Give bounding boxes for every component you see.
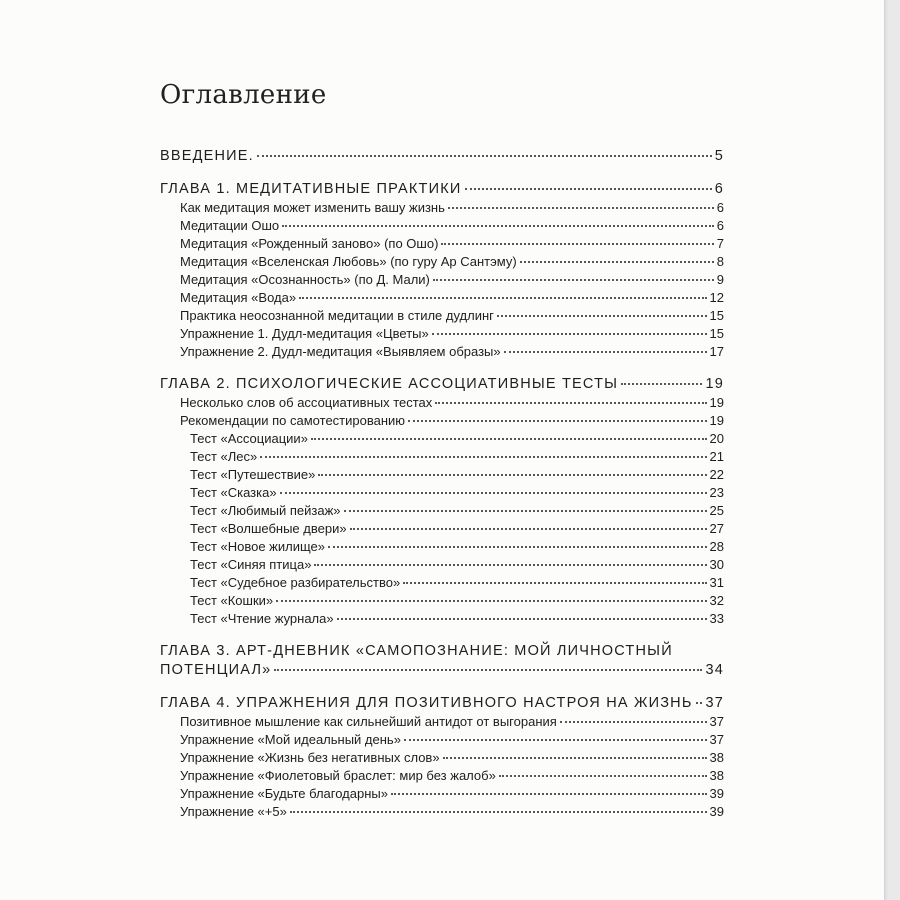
toc-entry-label: Упражнение 2. Дудл-медитация «Выявляем образы» bbox=[180, 344, 501, 359]
toc-subentry bbox=[160, 271, 724, 289]
toc-leader-dots bbox=[350, 528, 707, 530]
toc-entry-label: ГЛАВА 1. МЕДИТАТИВНЫЕ ПРАКТИКИ bbox=[160, 181, 462, 197]
toc-entry-label: Упражнение 1. Дудл-медитация «Цветы» bbox=[180, 326, 429, 341]
toc-entry-label: Тест «Ассоциации» bbox=[190, 431, 308, 446]
toc-page-number: 7 bbox=[716, 236, 724, 251]
toc-chapter-heading-line-1: ГЛАВА 3. АРТ-ДНЕВНИК «САМОПОЗНАНИЕ: МОЙ ЛИЧНОСТНЫЙ bbox=[160, 643, 673, 659]
toc-entry-intro bbox=[160, 147, 724, 166]
toc-leader-dots bbox=[432, 333, 707, 335]
toc-page-number: 38 bbox=[709, 750, 724, 765]
toc-page-number: 23 bbox=[709, 485, 724, 500]
toc-leader-dots bbox=[443, 757, 707, 759]
toc-page-number: 39 bbox=[709, 804, 724, 819]
toc-chapter-heading bbox=[160, 694, 724, 713]
toc-entry-label: Упражнение «Фиолетовый браслет: мир без жалоб» bbox=[180, 768, 496, 783]
toc-section-chapter-2 bbox=[160, 375, 724, 628]
toc-leader-dots bbox=[282, 225, 714, 227]
toc-entry-label: Медитация «Рожденный заново» (по Ошо) bbox=[180, 236, 439, 251]
toc-leader-dots bbox=[504, 351, 707, 353]
toc-subentry bbox=[160, 307, 724, 325]
toc-entry-label: Тест «Синяя птица» bbox=[190, 557, 312, 572]
toc-entry-label: ГЛАВА 4. УПРАЖНЕНИЯ ДЛЯ ПОЗИТИВНОГО НАСТРОЯ НА ЖИЗНЬ bbox=[160, 695, 693, 711]
toc-page-number: 37 bbox=[709, 714, 724, 729]
toc-page-number: 34 bbox=[705, 662, 724, 678]
toc-section-intro bbox=[160, 147, 724, 166]
toc-page-number: 27 bbox=[709, 521, 724, 536]
toc-entry-label: Тест «Чтение журнала» bbox=[190, 611, 334, 626]
toc-section-chapter-1 bbox=[160, 180, 724, 361]
toc-subentry bbox=[160, 412, 724, 430]
toc-subentry bbox=[160, 199, 724, 217]
toc-leader-dots bbox=[435, 402, 706, 404]
toc-leader-dots bbox=[290, 811, 707, 813]
toc-page-number: 12 bbox=[709, 290, 724, 305]
toc-entry-label: ГЛАВА 2. ПСИХОЛОГИЧЕСКИЕ АССОЦИАТИВНЫЕ ТЕСТЫ bbox=[160, 376, 619, 392]
toc-entry-label: Упражнение «Мой идеальный день» bbox=[180, 732, 401, 747]
toc-page-number: 17 bbox=[709, 344, 724, 359]
toc-entry-label: Медитация «Вселенская Любовь» (по гуру Ар Сантэму) bbox=[180, 254, 517, 269]
toc-entry-label: Тест «Волшебные двери» bbox=[190, 521, 347, 536]
toc-section-chapter-4 bbox=[160, 694, 724, 821]
toc-subentry bbox=[160, 803, 724, 821]
toc-chapter-heading bbox=[160, 180, 724, 199]
toc-leader-dots bbox=[404, 739, 707, 741]
toc-leader-dots bbox=[257, 155, 712, 157]
toc-leader-dots bbox=[318, 474, 706, 476]
toc-page-number: 20 bbox=[709, 431, 724, 446]
toc-leader-dots bbox=[433, 279, 714, 281]
toc-page-number: 33 bbox=[709, 611, 724, 626]
toc-entry-label: Рекомендации по самотестированию bbox=[180, 413, 406, 428]
toc-subentry bbox=[160, 343, 724, 361]
toc-subentry bbox=[160, 217, 724, 235]
toc-entry-label: Тест «Любимый пейзаж» bbox=[190, 503, 341, 518]
toc-page-number: 37 bbox=[709, 732, 724, 747]
toc-subentry bbox=[160, 767, 724, 785]
toc-subentry bbox=[160, 502, 724, 520]
toc-subentry bbox=[160, 731, 724, 749]
toc-page-number: 25 bbox=[709, 503, 724, 518]
toc-leader-dots bbox=[260, 456, 706, 458]
toc-chapter-heading bbox=[160, 661, 724, 680]
toc-subentry bbox=[160, 484, 724, 502]
toc-subentry bbox=[160, 610, 724, 628]
toc-page-number: 15 bbox=[709, 308, 724, 323]
toc-subentry bbox=[160, 556, 724, 574]
toc-entry-label: Упражнение «Жизнь без негативных слов» bbox=[180, 750, 440, 765]
toc-entry-label: Медитации Ошо bbox=[180, 218, 280, 233]
toc-page-number: 38 bbox=[709, 768, 724, 783]
toc-leader-dots bbox=[448, 207, 714, 209]
toc-page-number: 28 bbox=[709, 539, 724, 554]
toc-subentry bbox=[160, 538, 724, 556]
toc-leader-dots bbox=[621, 383, 702, 385]
toc-subentry bbox=[160, 448, 724, 466]
toc-page-number: 22 bbox=[709, 467, 724, 482]
toc-subentry bbox=[160, 430, 724, 448]
toc-entry-label: Тест «Путешествие» bbox=[190, 467, 316, 482]
toc-entry-label: Тест «Новое жилище» bbox=[190, 539, 326, 554]
toc-page-number: 37 bbox=[705, 695, 724, 711]
toc-page-number: 5 bbox=[714, 148, 724, 164]
toc-page-number: 39 bbox=[709, 786, 724, 801]
toc-subentry bbox=[160, 289, 724, 307]
toc-page-number: 19 bbox=[705, 376, 724, 392]
toc-page-number: 19 bbox=[709, 413, 724, 428]
toc-leader-dots bbox=[328, 546, 707, 548]
toc-leader-dots bbox=[314, 564, 706, 566]
toc-subentry bbox=[160, 466, 724, 484]
toc-entry-label: Тест «Кошки» bbox=[190, 593, 274, 608]
toc-leader-dots bbox=[465, 188, 712, 190]
toc-entry-label: Позитивное мышление как сильнейший антидот от выгорания bbox=[180, 714, 557, 729]
toc-subentry bbox=[160, 713, 724, 731]
toc-leader-dots bbox=[337, 618, 707, 620]
toc-page-number: 19 bbox=[709, 395, 724, 410]
toc-entry-label: Медитация «Осознанность» (по Д. Мали) bbox=[180, 272, 430, 287]
toc-chapter-heading bbox=[160, 375, 724, 394]
toc-leader-dots bbox=[391, 793, 707, 795]
toc-page-number: 15 bbox=[709, 326, 724, 341]
toc-entry-label: Тест «Лес» bbox=[190, 449, 258, 464]
toc-entry-label: Практика неосознанной медитации в стиле дудлинг bbox=[180, 308, 494, 323]
toc-entry-label: Упражнение «Будьте благодарны» bbox=[180, 786, 388, 801]
toc-page-number: 6 bbox=[716, 200, 724, 215]
toc-entry-label: Медитация «Вода» bbox=[180, 290, 297, 305]
toc-page-number: 8 bbox=[716, 254, 724, 269]
toc-page-number: 6 bbox=[714, 181, 724, 197]
toc-subentry bbox=[160, 394, 724, 412]
toc-leader-dots bbox=[696, 702, 703, 704]
toc-subentry bbox=[160, 749, 724, 767]
toc-leader-dots bbox=[560, 721, 707, 723]
toc-page-number: 30 bbox=[709, 557, 724, 572]
toc-leader-dots bbox=[274, 669, 702, 671]
toc-entry-label: Как медитация может изменить вашу жизнь bbox=[180, 200, 445, 215]
toc-subentry bbox=[160, 574, 724, 592]
toc-page-number: 6 bbox=[716, 218, 724, 233]
toc-subentry bbox=[160, 592, 724, 610]
toc-page-number: 21 bbox=[709, 449, 724, 464]
toc-entry-label: Тест «Судебное разбирательство» bbox=[190, 575, 401, 590]
toc-page-number: 32 bbox=[709, 593, 724, 608]
toc-subentry bbox=[160, 520, 724, 538]
toc-leader-dots bbox=[311, 438, 707, 440]
toc-section-chapter-3 bbox=[160, 642, 724, 680]
toc-leader-dots bbox=[299, 297, 706, 299]
toc-leader-dots bbox=[280, 492, 707, 494]
toc-leader-dots bbox=[499, 775, 707, 777]
toc-entry-label: ВВЕДЕНИЕ. bbox=[160, 148, 254, 164]
toc-entry-label: ПОТЕНЦИАЛ» bbox=[160, 662, 272, 678]
toc-entry-label: Тест «Сказка» bbox=[190, 485, 277, 500]
toc-leader-dots bbox=[408, 420, 707, 422]
toc-subentry bbox=[160, 235, 724, 253]
page-title: Оглавление bbox=[160, 80, 327, 110]
toc-page-number: 31 bbox=[709, 575, 724, 590]
toc-entry-label: Упражнение «+5» bbox=[180, 804, 287, 819]
toc-subentry bbox=[160, 253, 724, 271]
table-of-contents bbox=[160, 147, 724, 821]
toc-page-number: 9 bbox=[716, 272, 724, 287]
toc-leader-dots bbox=[344, 510, 707, 512]
toc-leader-dots bbox=[497, 315, 707, 317]
toc-leader-dots bbox=[520, 261, 714, 263]
toc-leader-dots bbox=[276, 600, 706, 602]
toc-entry-label: Несколько слов об ассоциативных тестах bbox=[180, 395, 433, 410]
toc-subentry bbox=[160, 785, 724, 803]
toc-leader-dots bbox=[441, 243, 713, 245]
toc-leader-dots bbox=[403, 582, 706, 584]
toc-subentry bbox=[160, 325, 724, 343]
